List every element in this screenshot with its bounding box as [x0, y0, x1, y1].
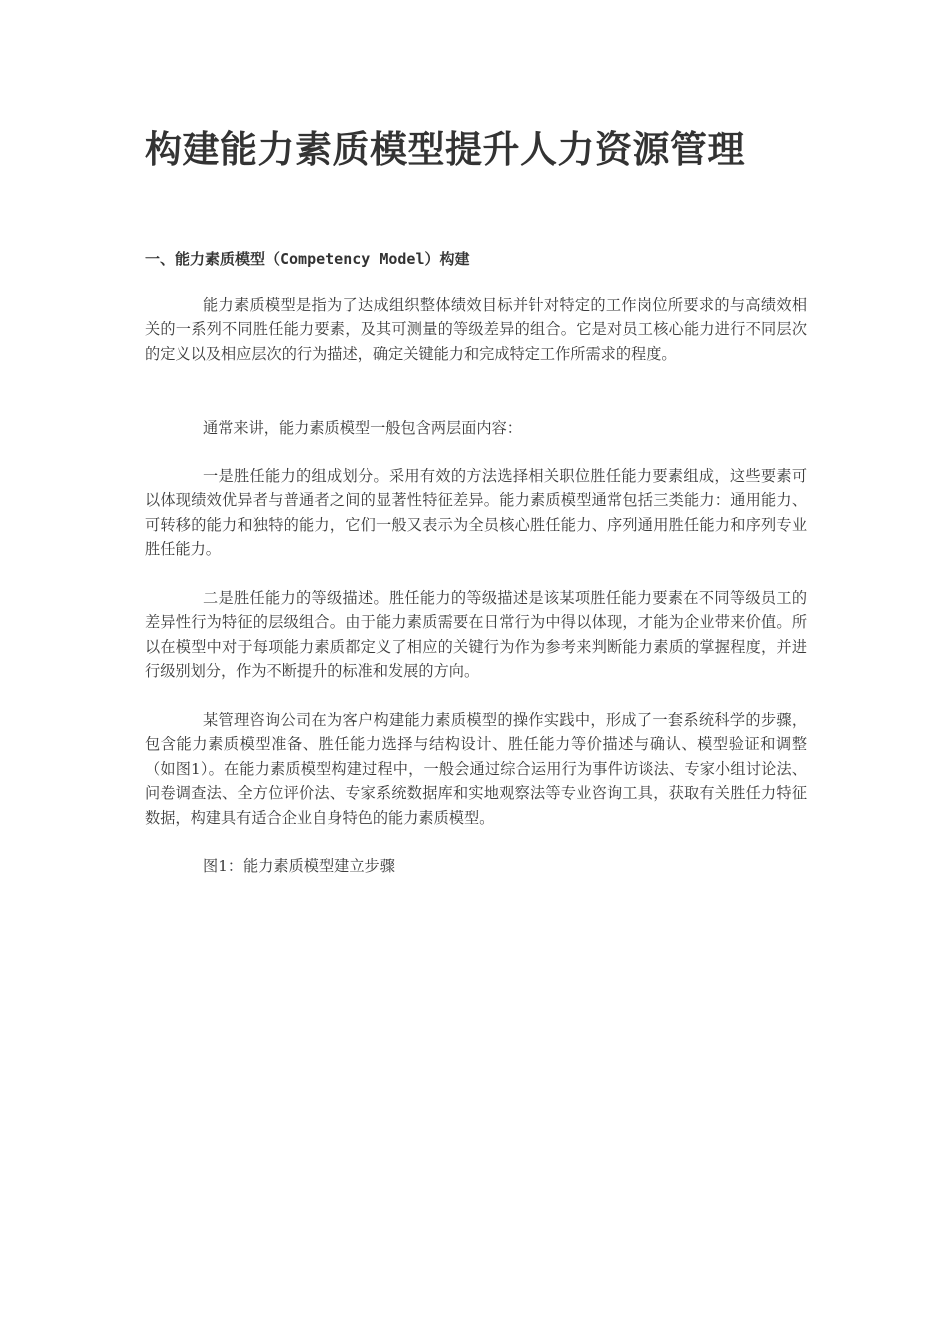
paragraph-consulting-practice: 某管理咨询公司在为客户构建能力素质模型的操作实践中，形成了一套系统科学的步骤，包含能力素质模型准备、胜任能力选择与结构设计、胜任能力等价描述与确认、模型验证和调整（如图1）。在能力素质模型构建过程中，一般会通过综合运用行为事件访谈法、专家小组讨论法、问卷调查法、全方位评价法、专家系统数据库和实地观察法等专业咨询工具，获取有关胜任力特征数据，构建具有适合企业自身特色的能力素质模型。: [145, 711, 807, 827]
document-title: 构建能力素质模型提升人力资源管理: [145, 128, 745, 171]
figure-caption: 图1：能力素质模型建立步骤: [203, 857, 395, 875]
paragraph-definition: 能力素质模型是指为了达成组织整体绩效目标并针对特定的工作岗位所要求的与高绩效相关的一系列不同胜任能力要素，及其可测量的等级差异的组合。它是对员工核心能力进行不同层次的定义以及相应层次的行为描述，确定关键能力和完成特定工作所需求的程度。: [145, 296, 807, 363]
paragraph-intro: 通常来讲，能力素质模型一般包含两层面内容：: [203, 419, 522, 437]
paragraph-level-description: 二是胜任能力的等级描述。胜任能力的等级描述是该某项胜任能力要素在不同等级员工的差异性行为特征的层级组合。由于能力素质需要在日常行为中得以体现，才能为企业带来价值。所以在模型中对于每项能力素质都定义了相应的关键行为作为参考来判断能力素质的掌握程度，并进行级别划分，作为不断提升的标准和发展的方向。: [145, 589, 807, 681]
section-heading: 一、能力素质模型（Competency Model）构建: [145, 250, 470, 268]
paragraph-composition: 一是胜任能力的组成划分。采用有效的方法选择相关职位胜任能力要素组成，这些要素可以体现绩效优异者与普通者之间的显著性特征差异。能力素质模型通常包括三类能力：通用能力、可转移的能力和独特的能力，它们一般又表示为全员核心胜任能力、序列通用胜任能力和序列专业胜任能力。: [145, 467, 807, 559]
